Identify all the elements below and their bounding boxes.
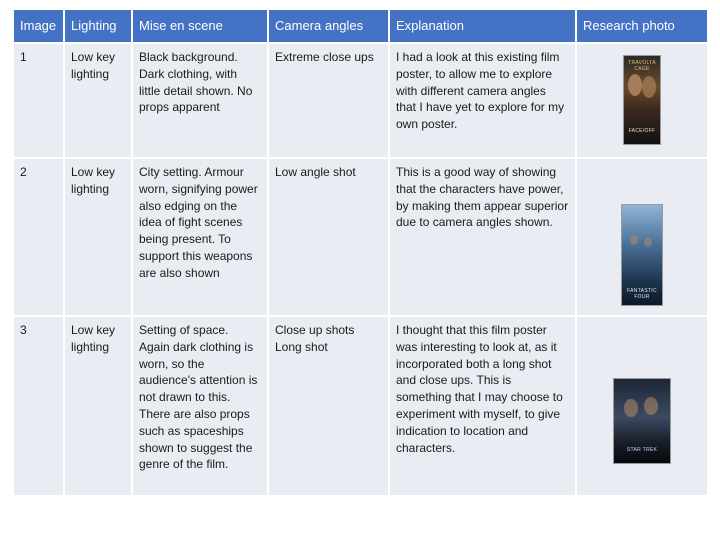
- header-mise-en-scene: Mise en scene: [133, 10, 267, 42]
- row-1-lighting: Low key lighting: [65, 44, 131, 157]
- row-2-explanation: This is a good way of showing that the characters have power, by making them appear superior due to camera angles shown.: [390, 159, 575, 315]
- row-3-camera-angles: Close up shots Long shot: [269, 317, 388, 495]
- fantastic-four-poster-image: [621, 204, 663, 306]
- row-2-image: 2: [14, 159, 63, 315]
- row-2-lighting: Low key lighting: [65, 159, 131, 315]
- star-trek-poster-image: [613, 378, 671, 464]
- research-table: [14, 10, 707, 495]
- poster-title: TRAVOLTA CAGE: [628, 60, 656, 72]
- faceoff-poster-image: [623, 55, 661, 145]
- header-lighting: Lighting: [65, 10, 131, 42]
- row-3-explanation: I thought that this film poster was interesting to look at, as it incorporated both a long shot and close ups. This is something that I may choose to experiment with myself, to give indication to location and characters.: [390, 317, 575, 495]
- row-2-mise-en-scene: City setting. Armour worn, signifying power also edging on the idea of fight scenes being present. To support this weapons are also shown: [133, 159, 267, 315]
- row-3-lighting: Low key lighting: [65, 317, 131, 495]
- row-3-mise-en-scene: Setting of space. Again dark clothing is worn, so the audience's attention is not drawn to this. There are also props such as spaceships shown to suggest the genre of the film.: [133, 317, 267, 495]
- poster-caption: STAR TREK: [626, 447, 658, 453]
- header-image: Image: [14, 10, 63, 42]
- header-camera-angles: Camera angles: [269, 10, 388, 42]
- header-explanation: Explanation: [390, 10, 575, 42]
- header-research-photo: Research photo: [577, 10, 707, 42]
- row-1-image: 1: [14, 44, 63, 157]
- row-1-explanation: I had a look at this existing film poster, to allow me to explore with different camera angles that I have yet to explore for my own poster.: [390, 44, 575, 157]
- row-1-camera-angles: Extreme close ups: [269, 44, 388, 157]
- row-3-research-photo: [577, 317, 707, 495]
- row-2-research-photo: [577, 159, 707, 315]
- row-2-camera-angles: Low angle shot: [269, 159, 388, 315]
- poster-caption: FACE/OFF: [628, 128, 656, 134]
- row-1-mise-en-scene: Black background. Dark clothing, with little detail shown. No props apparent: [133, 44, 267, 157]
- row-1-research-photo: [577, 44, 707, 157]
- row-3-image: 3: [14, 317, 63, 495]
- poster-caption: FANTASTIC FOUR: [627, 288, 657, 300]
